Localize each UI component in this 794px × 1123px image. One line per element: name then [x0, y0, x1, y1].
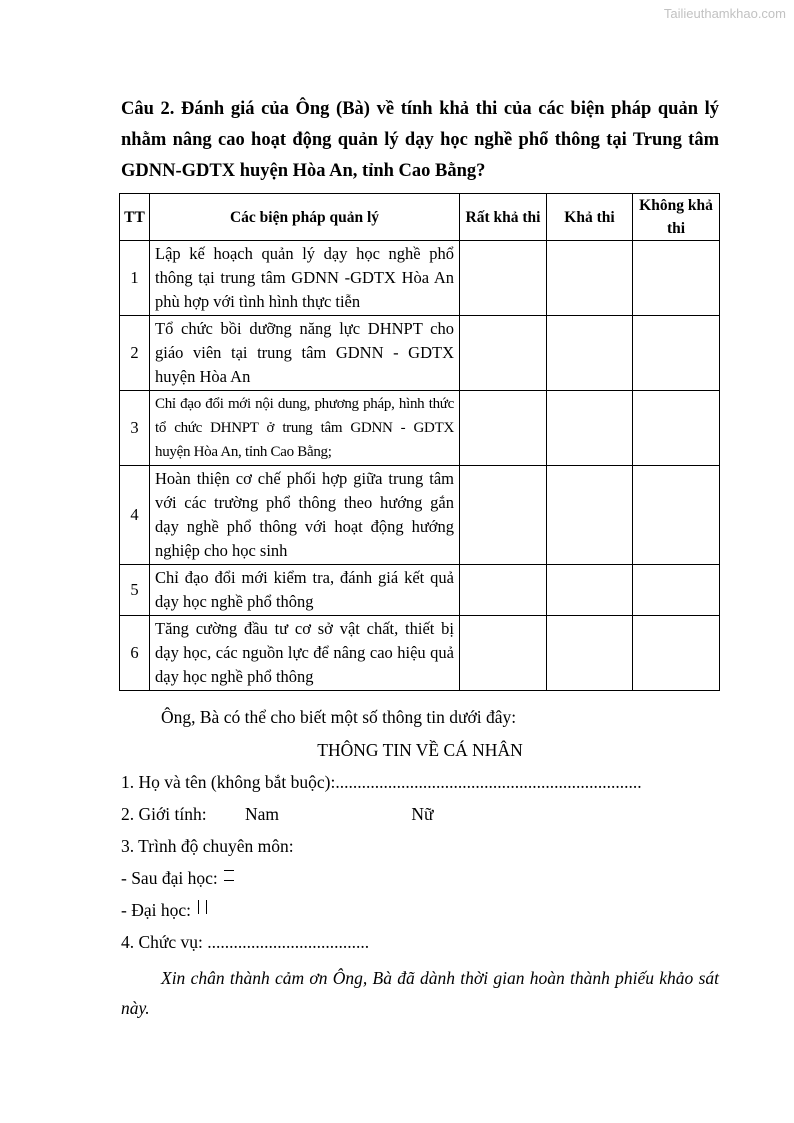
rating-cell-feasible[interactable] [547, 391, 633, 466]
survey-page [121, 94, 719, 1023]
header-feasible: Khả thi [547, 194, 633, 241]
rating-cell-feasible[interactable] [547, 316, 633, 391]
gender-option-female[interactable]: Nữ [411, 804, 434, 824]
rating-cell-not-feasible[interactable] [633, 241, 720, 316]
header-tt: TT [120, 194, 150, 241]
rating-cell-not-feasible[interactable] [633, 391, 720, 466]
postgrad-checkbox-icon[interactable] [224, 874, 234, 886]
postgrad-label: - Sau đại học: [121, 868, 218, 888]
table-row [120, 565, 720, 616]
measures-table [119, 193, 720, 691]
question-heading [121, 94, 719, 187]
row-number: 2 [120, 316, 150, 391]
undergrad-label: - Đại học: [121, 900, 191, 920]
row-number: 1 [120, 241, 150, 316]
gender-label: 2. Giới tính: [121, 804, 207, 824]
rating-cell-feasible[interactable] [547, 241, 633, 316]
gender-option-male[interactable]: Nam [244, 804, 279, 824]
header-measure: Các biện pháp quản lý [150, 194, 460, 241]
position-field[interactable]: 4. Chức vụ: ..................................... [121, 932, 370, 952]
rating-cell-very-feasible[interactable] [460, 565, 547, 616]
watermark: Tailieuthamkhao.com [663, 6, 786, 21]
header-not-feasible: Không khả thi [633, 194, 720, 241]
table-row [120, 316, 720, 391]
intro-text: Ông, Bà có thể cho biết một số thông tin dưới đây: [161, 707, 517, 727]
rating-cell-very-feasible[interactable] [460, 616, 547, 691]
thanks-note: Xin chân thành cảm ơn Ông, Bà đã dành thời gian hoàn thành phiếu khảo sát này. [121, 968, 719, 1018]
table-row [120, 616, 720, 691]
rating-cell-not-feasible[interactable] [633, 565, 720, 616]
rating-cell-very-feasible[interactable] [460, 391, 547, 466]
table-row [120, 466, 720, 565]
rating-cell-very-feasible[interactable] [460, 241, 547, 316]
rating-cell-very-feasible[interactable] [460, 316, 547, 391]
measure-text: Chỉ đạo đổi mới nội dung, phương pháp, hình thức tổ chức DHNPT ở trung tâm GDNN - GDTX huyện Hòa An, tỉnh Cao Bằng; [150, 391, 460, 466]
table-row [120, 241, 720, 316]
header-very-feasible: Rất khả thi [460, 194, 547, 241]
measure-text: Tổ chức bồi dưỡng năng lực DHNPT cho giáo viên tại trung tâm GDNN - GDTX huyện Hòa An [150, 316, 460, 391]
table-header-row [120, 194, 720, 241]
section-title: THÔNG TIN VỀ CÁ NHÂN [317, 740, 523, 760]
row-number: 5 [120, 565, 150, 616]
row-number: 4 [120, 466, 150, 565]
table-row [120, 391, 720, 466]
gender-field [121, 802, 719, 826]
name-field[interactable]: 1. Họ và tên (không bắt buộc):...................................................................... [121, 772, 642, 792]
rating-cell-feasible[interactable] [547, 616, 633, 691]
measure-text: Tăng cường đầu tư cơ sở vật chất, thiết bị dạy học, các nguồn lực để nâng cao hiệu quả dạy học nghề phổ thông [150, 616, 460, 691]
rating-cell-feasible[interactable] [547, 565, 633, 616]
rating-cell-feasible[interactable] [547, 466, 633, 565]
measure-text: Lập kế hoạch quản lý dạy học nghề phổ thông tại trung tâm GDNN -GDTX Hòa An phù hợp với tình hình thực tiễn [150, 241, 460, 316]
rating-cell-not-feasible[interactable] [633, 316, 720, 391]
row-number: 3 [120, 391, 150, 466]
rating-cell-not-feasible[interactable] [633, 466, 720, 565]
qualification-label: 3. Trình độ chuyên môn: [121, 836, 294, 856]
undergrad-option [121, 898, 719, 922]
row-number: 6 [120, 616, 150, 691]
rating-cell-not-feasible[interactable] [633, 616, 720, 691]
question-text: Câu 2. Đánh giá của Ông (Bà) về tính khả thi của các biện pháp quản lý nhằm nâng cao hoạt động quản lý dạy học nghề phổ thông tại Trung tâm GDNN-GDTX huyện Hòa An, tỉnh Cao Bằng? [121, 99, 719, 181]
undergrad-checkbox-icon[interactable] [197, 906, 207, 918]
rating-cell-very-feasible[interactable] [460, 466, 547, 565]
measure-text: Chỉ đạo đổi mới kiểm tra, đánh giá kết quả dạy học nghề phổ thông [150, 565, 460, 616]
postgrad-option [121, 866, 719, 890]
measure-text: Hoàn thiện cơ chế phối hợp giữa trung tâm với các trường phổ thông theo hướng gắn dạy nghề phổ thông với hoạt động hướng nghiệp cho học sinh [150, 466, 460, 565]
